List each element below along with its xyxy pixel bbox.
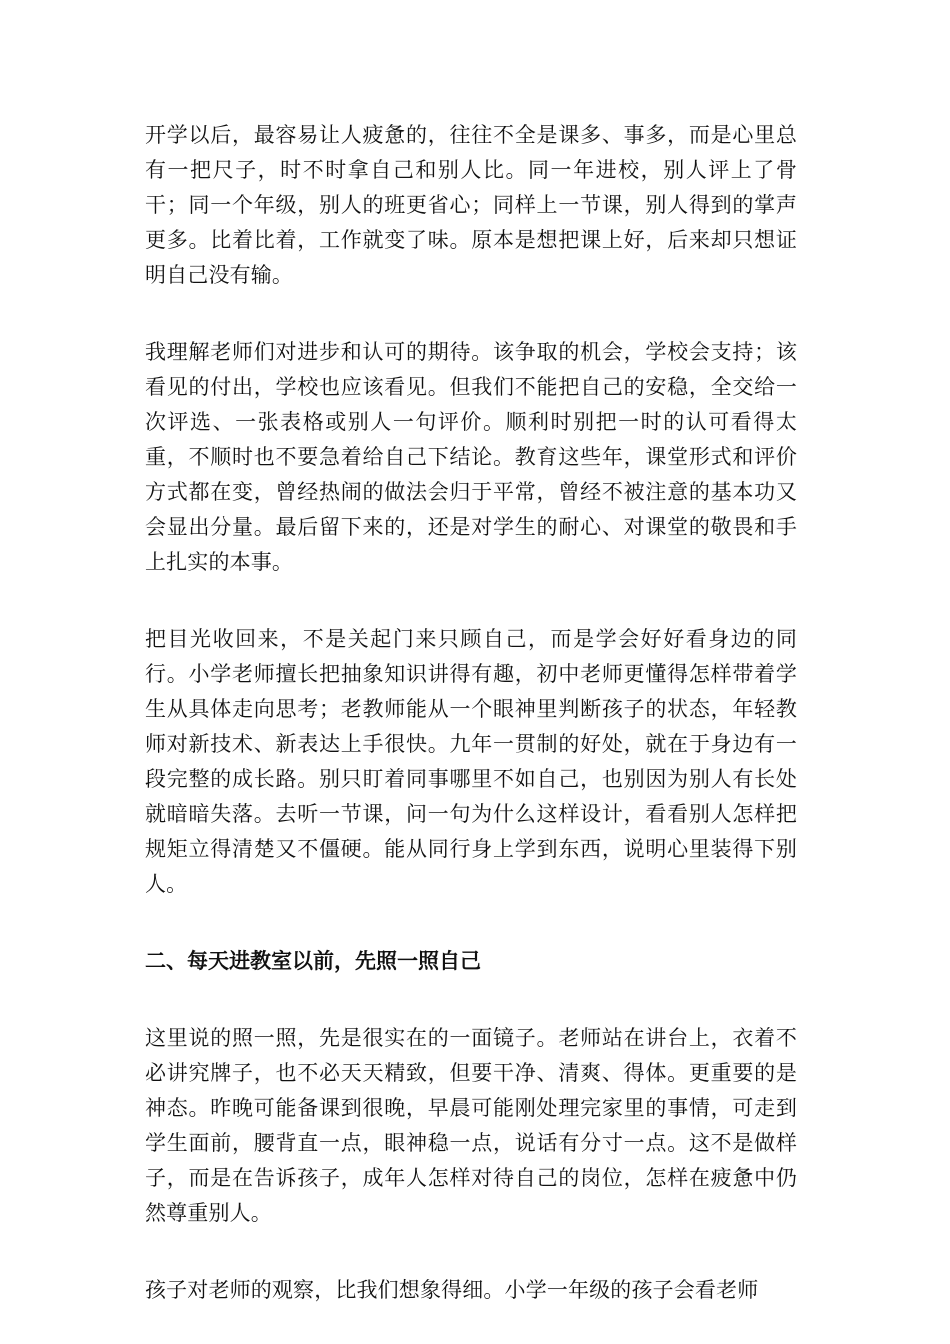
paragraph-comparison: 开学以后，最容易让人疲惫的，往往不全是课多、事多，而是心里总有一把尺子，时不时拿自己和别人比。同一年进校，别人评上了骨干；同一个年级，别人的班更省心；同样上一节课，别人得到的掌声更多。比着比着，工作就变了味。原本是想把课上好，后来却只想证明自己没有输。 xyxy=(145,123,797,287)
paragraph-observation: 孩子对老师的观察，比我们想象得细。小学一年级的孩子会看老师 xyxy=(145,1278,759,1302)
paragraph-mirror: 这里说的照一照，先是很实在的一面镜子。老师站在讲台上，衣着不必讲究牌子，也不必天天精致，但要干净、清爽、得体。更重要的是神态。昨晚可能备课到很晚，早晨可能刚处理完家里的事情，可走到学生面前，腰背直一点，眼神稳一点，说话有分寸一点。这不是做样子，而是在告诉孩子，成年人怎样对待自己的岗位，怎样在疲惫中仍然尊重别人。 xyxy=(145,1026,797,1225)
section-heading: 二、每天进教室以前，先照一照自己 xyxy=(145,949,481,973)
paragraph-recognition: 我理解老师们对进步和认可的期待。该争取的机会，学校会支持；该看见的付出，学校也应该看见。但我们不能把自己的安稳，全交给一次评选、一张表格或别人一句评价。顺利时别把一时的认可看得太重，不顺时也不要急着给自己下结论。教育这些年，课堂形式和评价方式都在变，曾经热闹的做法会归于平常，曾经不被注意的基本功又会显出分量。最后留下来的，还是对学生的耐心、对课堂的敬畏和手上扎实的本事。 xyxy=(145,340,797,574)
document-page xyxy=(145,118,797,1308)
paragraph-colleagues: 把目光收回来，不是关起门来只顾自己，而是学会好好看身边的同行。小学老师擅长把抽象知识讲得有趣，初中老师更懂得怎样带着学生从具体走向思考；老教师能从一个眼神里判断孩子的状态，年轻教师对新技术、新表达上手很快。九年一贯制的好处，就在于身边有一段完整的成长路。别只盯着同事哪里不如自己，也别因为别人有长处就暗暗失落。去听一节课，问一句为什么这样设计，看看别人怎样把规矩立得清楚又不僵硬。能从同行身上学到东西，说明心里装得下别人。 xyxy=(145,627,797,896)
